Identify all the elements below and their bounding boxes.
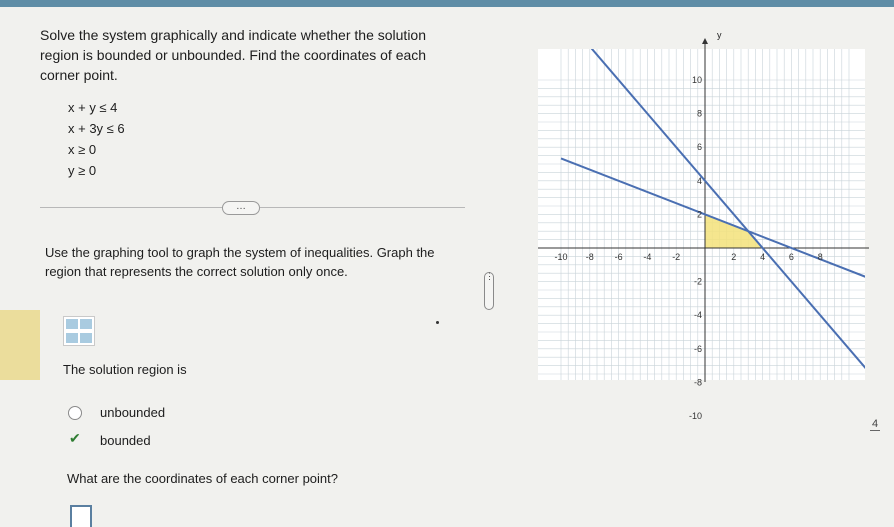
y-tick-label: -6 (693, 343, 702, 354)
option-unbounded-label: unbounded (100, 405, 166, 420)
page-indicator: 4 (872, 418, 879, 430)
x-tick-label: -6 (614, 252, 623, 262)
graph-tool-icon[interactable] (63, 316, 95, 346)
x-tick-label: 6 (788, 252, 794, 262)
y-tick-label: -8 (693, 377, 702, 388)
inequality-1: x + y ≤ 4 (68, 100, 118, 115)
y-axis-label: y (717, 30, 722, 40)
corner-point-question: What are the coordinates of each corner point? (67, 471, 338, 486)
y-tick-label: 6 (696, 142, 702, 153)
y-tick-label: 4 (696, 175, 702, 186)
inequality-4: y ≥ 0 (68, 163, 97, 178)
y-axis-arrow (702, 38, 708, 44)
y-tick-label: -10 (688, 411, 702, 421)
expand-more-button[interactable]: … (222, 201, 260, 215)
x-tick-label: 4 (760, 252, 766, 262)
radio-unbounded[interactable] (68, 406, 82, 420)
option-bounded-label: bounded (100, 433, 151, 448)
x-tick-label: 2 (731, 252, 737, 262)
x-tick-label: -4 (643, 252, 652, 262)
solution-region-label: The solution region is (63, 362, 187, 377)
y-tick-label: -4 (693, 310, 702, 321)
problem-statement: Solve the system graphically and indicate whether the solution region is bounded or unbounded. Find the coordinates of each corner point. (40, 27, 427, 83)
inequality-list (68, 97, 125, 181)
graph-instruction: Use the graphing tool to graph the system of inequalities. Graph the region that represents the correct solution only once. (45, 245, 435, 279)
x-tick-label: 8 (817, 252, 823, 262)
y-tick-label: 2 (696, 209, 702, 220)
bullet-dot (436, 321, 439, 324)
active-step-highlight (0, 310, 40, 380)
x-tick-label: -10 (554, 252, 568, 262)
y-tick-label: 10 (691, 75, 702, 85)
y-tick-label: -2 (693, 276, 702, 287)
panel-splitter-handle[interactable]: ⋮ (484, 272, 494, 310)
x-tick-label: -8 (585, 252, 594, 262)
graph-canvas[interactable] (535, 30, 880, 421)
checkmark-icon: ✔ (69, 430, 81, 446)
y-tick-label: 8 (696, 108, 702, 119)
x-tick-label: -2 (672, 252, 681, 262)
inequality-2: x + 3y ≤ 6 (68, 121, 125, 136)
inequality-3: x ≥ 0 (68, 142, 97, 157)
top-bar (0, 0, 894, 7)
answer-input[interactable] (70, 505, 92, 527)
